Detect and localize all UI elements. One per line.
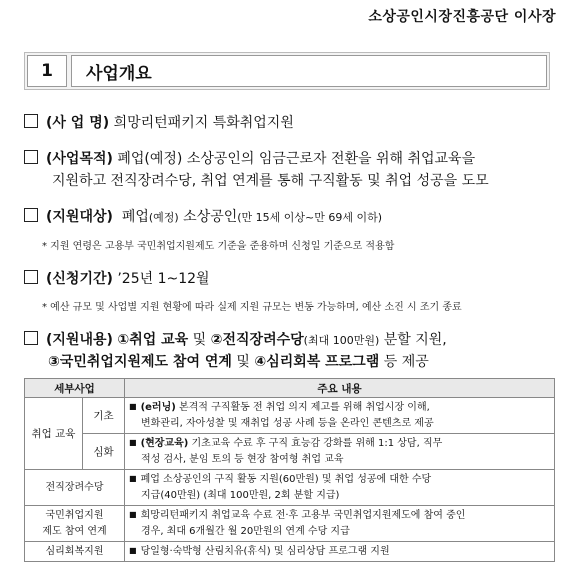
section-number: 1 (27, 55, 67, 87)
content-line-2 (48, 351, 429, 373)
table-row (25, 434, 555, 470)
row-category-national: 국민취업지원 제도 참여 연계 (25, 506, 125, 542)
item-label: (사 업 명) (46, 115, 110, 131)
content-tail-1: 분할 지원, (379, 332, 447, 348)
organization-title: 소상공인시장진흥공단 이사장 (368, 9, 556, 25)
item-label: (지원대상) (46, 209, 113, 225)
checkbox-icon (24, 150, 38, 164)
program-mental: 심리회복 프로그램 (266, 354, 380, 370)
conjunction: 및 (188, 332, 211, 348)
checkbox-icon (24, 270, 38, 284)
item-label: (신청기간) (46, 271, 113, 287)
item-text: 폐업(예정) 소상공인의 임금근로자 전환을 위해 취업교육을 (117, 151, 476, 167)
row-content-allowance: ■ 폐업 소상공인의 구직 활동 지원(60만원) 및 취업 성공에 대한 수당 지급(40만원) (최대 100만원, 2회 분할 지급) (125, 470, 555, 506)
table-row (25, 398, 555, 434)
item-support-target (24, 206, 382, 229)
item-label: (사업목적) (46, 151, 113, 167)
header-main-content: 주요 내용 (125, 379, 555, 398)
checkbox-icon (24, 114, 38, 128)
row-category-allowance: 전직장려수당 (25, 470, 125, 506)
row-category-mental: 심리회복지원 (25, 542, 125, 562)
circled-number-1: ① (117, 332, 130, 348)
content-tail-2: 등 제공 (379, 354, 429, 370)
row-content-basic: ■ (e러닝) 본격적 구직활동 전 취업 의지 제고를 위해 취업시장 이해, 변화관리, 자아성찰 및 재취업 성공 사례 등을 온라인 콘텐츠로 제공 (125, 398, 555, 434)
section-title: 사업개요 (71, 55, 547, 87)
target-text-sub: (예정) (148, 211, 179, 224)
conjunction: 및 (231, 354, 255, 370)
square-bullet-icon: ■ (129, 510, 137, 519)
item-business-name (24, 112, 294, 134)
circled-number-2: ② (210, 332, 223, 348)
program-education: 취업 교육 (129, 332, 189, 348)
table-header-row (25, 379, 555, 398)
item-business-purpose (24, 148, 475, 170)
allowance-max: (최대 100만원) (303, 334, 380, 347)
table-row (25, 470, 555, 506)
table-row (25, 506, 555, 542)
checkbox-icon (24, 331, 38, 345)
item-application-period (24, 268, 210, 290)
row-subcategory-advanced: 심화 (83, 434, 125, 470)
square-bullet-icon: ■ (129, 438, 137, 447)
period-note: * 예산 규모 및 사업별 지원 현황에 따라 실제 지원 규모는 변동 가능하며, 예산 소진 시 조기 종료 (42, 302, 462, 313)
target-text-2: 소상공인 (178, 209, 238, 225)
detail-table (24, 378, 555, 562)
item-text: 희망리턴패키지 특화취업지원 (113, 115, 294, 131)
table-row (25, 542, 555, 562)
circled-number-4: ④ (254, 354, 267, 370)
target-age-range: (만 15세 이상~만 69세 이하) (237, 211, 383, 224)
row-category-education: 취업 교육 (25, 398, 83, 470)
square-bullet-icon: ■ (129, 546, 137, 555)
header-sub-project: 세부사업 (25, 379, 125, 398)
target-text: 폐업 (121, 209, 149, 225)
purpose-line-2: 지원하고 전직장려수당, 취업 연계를 통해 구직활동 및 취업 성공을 도모 (52, 173, 489, 189)
row-content-mental: ■ 당일형·숙박형 산림치유(휴식) 및 심리상담 프로그램 지원 (125, 542, 555, 562)
item-support-content (24, 329, 447, 352)
program-national-link: 국민취업지원제도 참여 연계 (59, 354, 232, 370)
item-label: (지원내용) (46, 332, 113, 348)
target-note: * 지원 연령은 고용부 국민취업지원제도 기준을 준용하며 신청일 기준으로 적용함 (42, 241, 395, 252)
circled-number-3: ③ (48, 354, 60, 370)
checkbox-icon (24, 208, 38, 222)
square-bullet-icon: ■ (129, 474, 137, 483)
row-content-advanced: ■ (현장교육) 기초교육 수료 후 구직 효능감 강화를 위해 1:1 상담, 직무 적성 검사, 분임 토의 등 현장 참여형 취업 교육 (125, 434, 555, 470)
square-bullet-icon: ■ (129, 402, 137, 411)
program-allowance: 전직장려수당 (222, 332, 304, 348)
row-content-national: ■ 희망리턴패키지 취업교육 수료 전·후 고용부 국민취업지원제도에 참여 중인 경우, 최대 6개월간 월 20만원의 연계 수당 지급 (125, 506, 555, 542)
row-subcategory-basic: 기초 (83, 398, 125, 434)
period-text: ’25년 1~12월 (117, 271, 210, 287)
